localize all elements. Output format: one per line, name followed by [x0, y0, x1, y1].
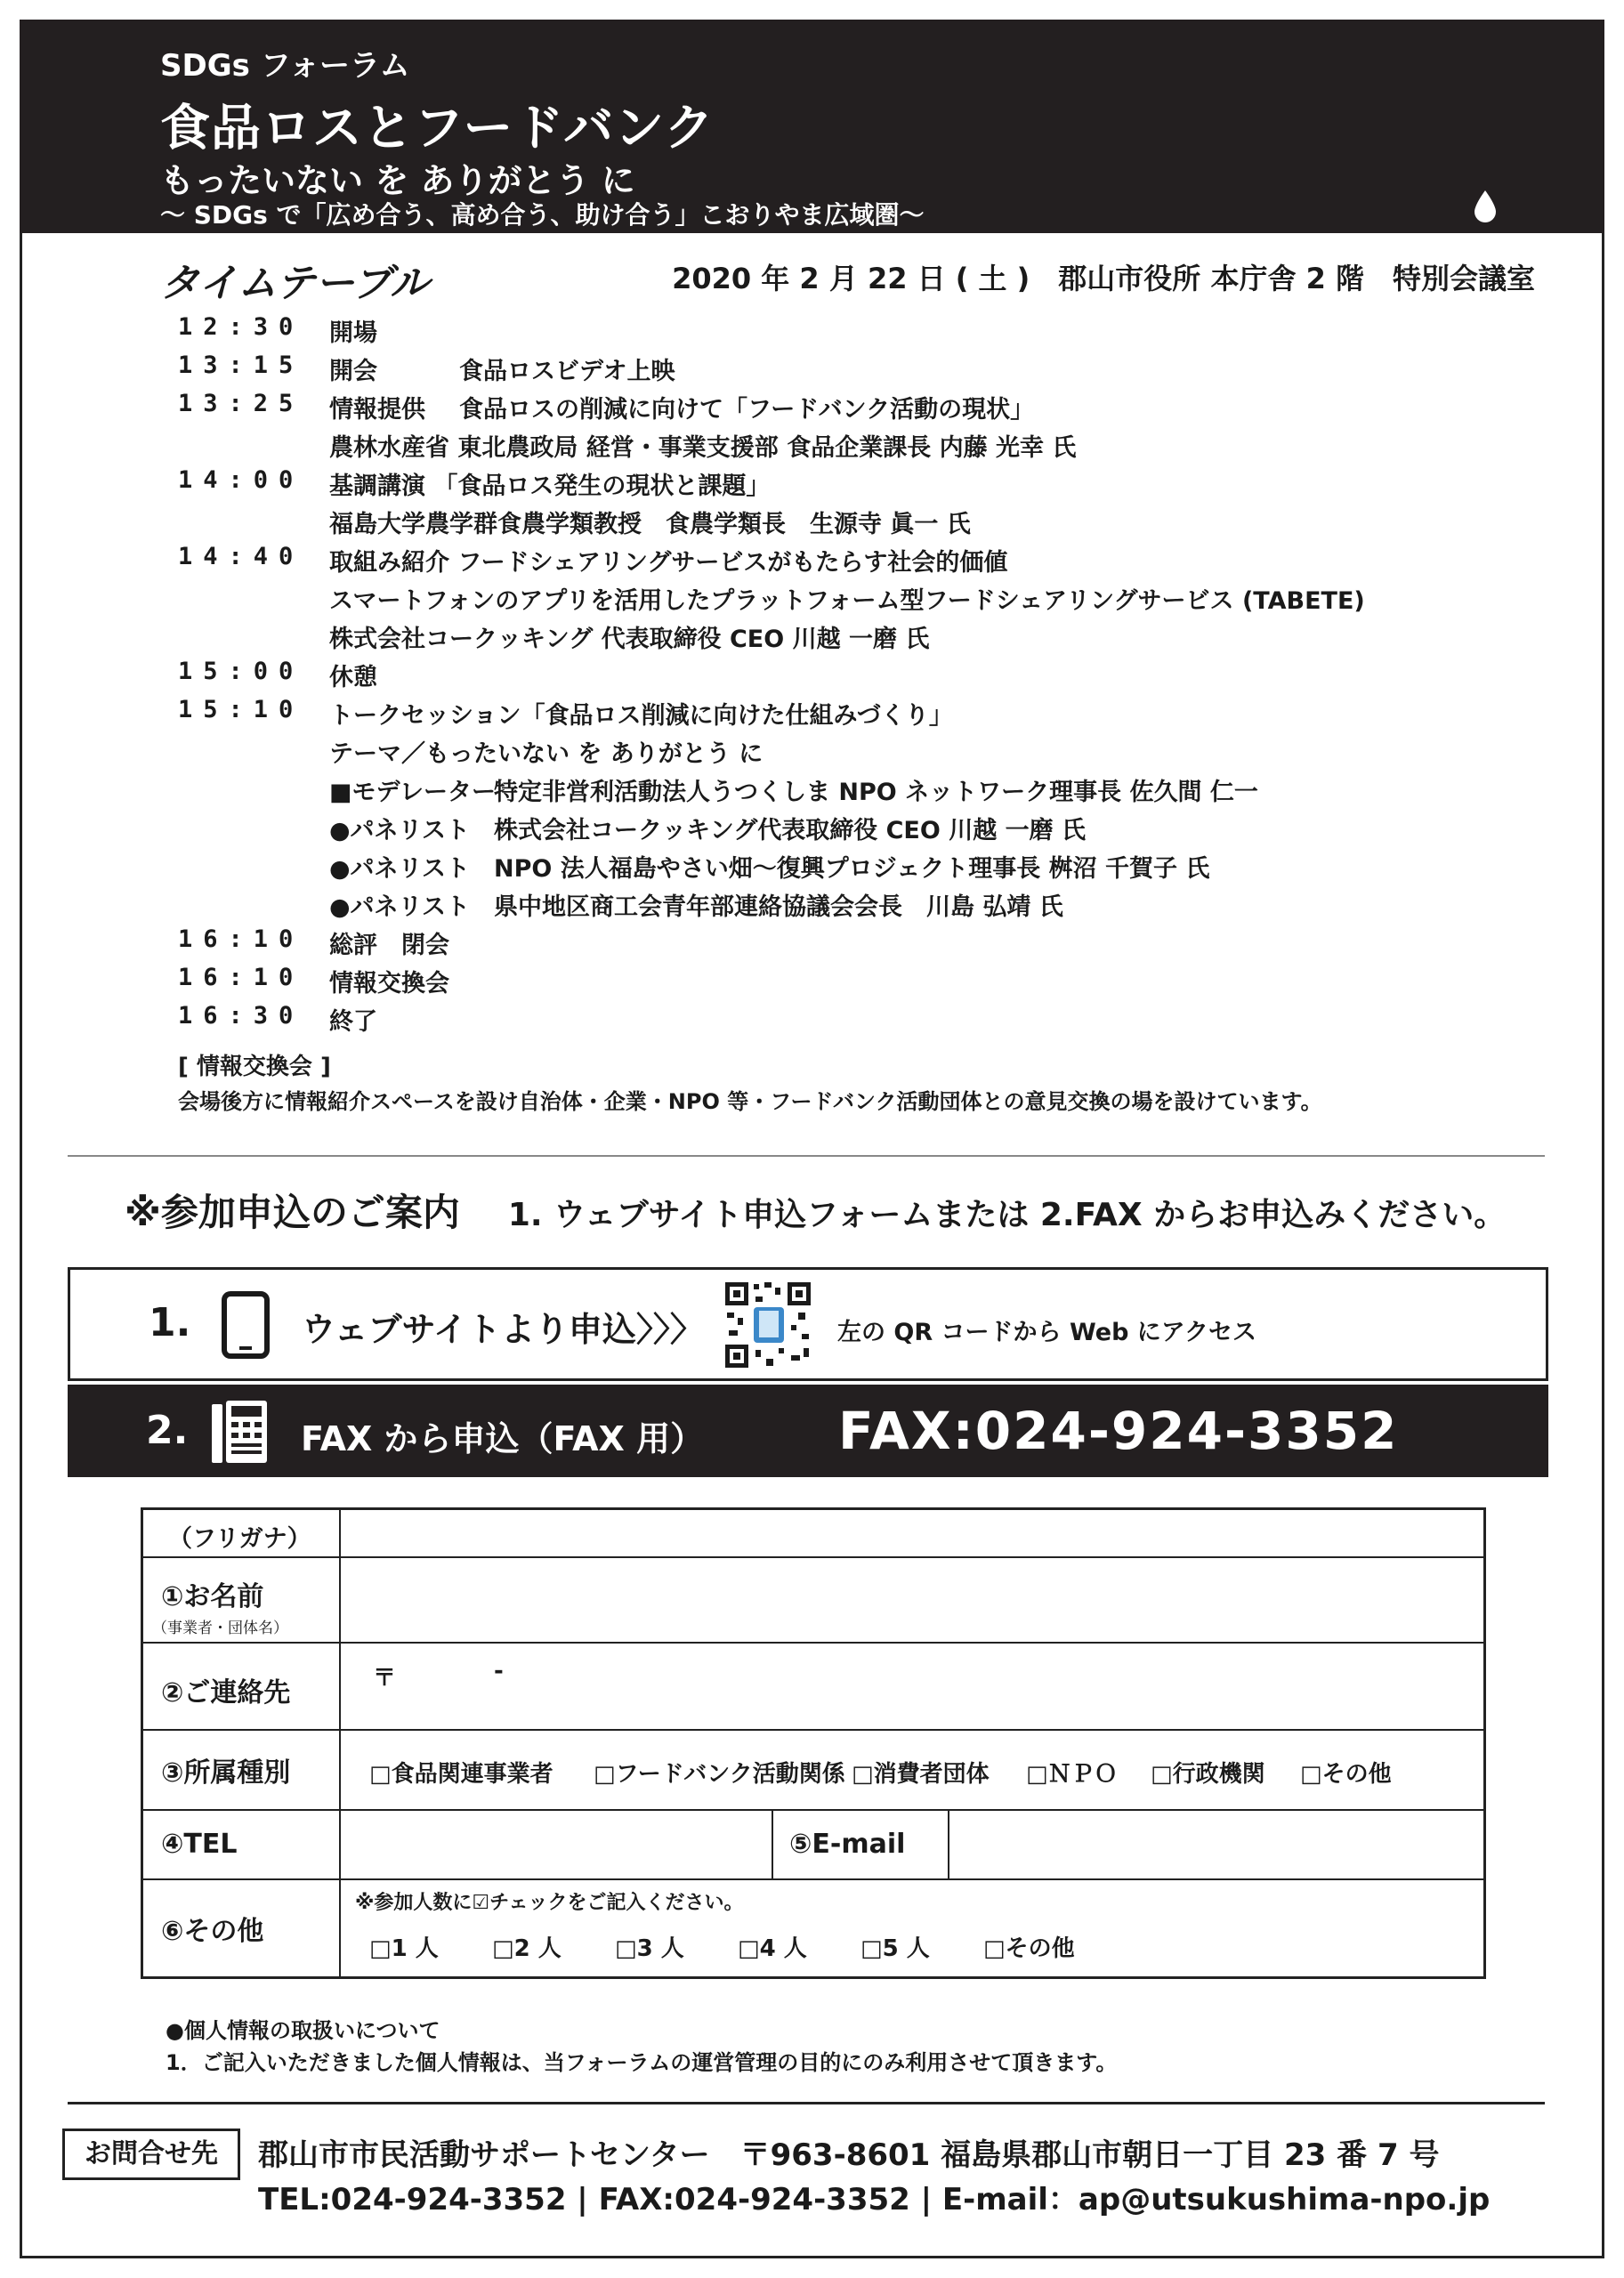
schedule-item: 総評 閉会	[329, 932, 449, 959]
qr-code-icon[interactable]	[723, 1280, 812, 1369]
fax-number-label: 2.	[146, 1408, 189, 1453]
people-count-note: ※参加人数に☑チェックをご記入ください。	[355, 1892, 744, 1914]
forum-label: SDGs フォーラム	[160, 48, 410, 84]
event-date-venue: 2020 年 2 月 22 日 ( 土 ) 郡山市役所 本庁舎 2 階 特別会議室	[672, 262, 1535, 295]
schedule-time: 13:15	[178, 351, 304, 379]
affiliation-option-food[interactable]: □食品関連事業者	[369, 1761, 553, 1788]
contact-label: ②ご連絡先	[161, 1677, 291, 1708]
postal-mark: 〒	[373, 1665, 397, 1692]
web-apply-link[interactable]: ウェブサイトより申込〉〉〉	[302, 1310, 704, 1349]
people-option-3[interactable]: □3 人	[615, 1935, 684, 1962]
guide-title: ※参加申込のご案内	[125, 1191, 460, 1234]
timetable-title: タイムテーブル	[160, 261, 430, 306]
schedule-role: ■モデレーター	[329, 779, 496, 806]
smartphone-icon	[222, 1291, 270, 1359]
email-label: ⑤E-mail	[789, 1829, 906, 1860]
fax-number: FAX:024-924-3352	[838, 1401, 1399, 1461]
schedule-time: 12:30	[178, 313, 304, 341]
application-guide	[125, 1183, 1506, 1237]
name-sublabel: （事業者・団体名）	[152, 1620, 288, 1637]
header-banner	[20, 20, 1604, 233]
drop-icon	[1472, 189, 1499, 224]
schedule-detail: スマートフォンのアプリを活用したプラットフォーム型フードシェアリングサービス (TABETE)	[329, 587, 1365, 615]
people-option-2[interactable]: □2 人	[492, 1935, 562, 1962]
name-label: ①お名前	[161, 1581, 264, 1612]
schedule-item: 取組み紹介 フードシェアリングサービスがもたらす社会的価値	[329, 549, 1008, 577]
web-application-box[interactable]	[68, 1267, 1548, 1381]
schedule-detail: 食品ロスビデオ上映	[459, 358, 675, 385]
schedule-item: 開場	[329, 319, 377, 347]
contact-address: 郡山市市民活動サポートセンター 〒963-8601 福島県郡山市朝日一丁目 23 番 7 号	[258, 2137, 1440, 2173]
fax-icon	[210, 1397, 271, 1466]
schedule-speaker: 株式会社コークッキング代表取締役 CEO 川越 一磨 氏	[494, 817, 1087, 844]
schedule-speaker: 農林水産省 東北農政局 経営・事業支援部 食品企業課長 内藤 光幸 氏	[329, 434, 1077, 462]
schedule-speaker: 株式会社コークッキング 代表取締役 CEO 川越 一磨 氏	[329, 626, 930, 653]
contact-label: お問合せ先	[62, 2129, 240, 2180]
contact-phone-email: TEL:024-924-3352 | FAX:024-924-3352 | E-mail：ap@utsukushima-npo.jp	[258, 2182, 1491, 2217]
exchange-note: 会場後方に情報紹介スペースを設け自治体・企業・NPO 等・フードバンク活動団体との意見交換の場を設けています。	[178, 1089, 1322, 1114]
tel-label: ④TEL	[161, 1829, 238, 1860]
application-form	[141, 1507, 1486, 1979]
postal-dash: -	[494, 1658, 504, 1684]
tagline: 〜 SDGs で「広め合う、高め合う、助け合う」こおりやま広域圏〜	[160, 200, 925, 230]
contact-field[interactable]	[348, 1649, 1478, 1724]
people-option-5[interactable]: □5 人	[860, 1935, 930, 1962]
schedule-speaker: 特定非営利活動法人うつくしま NPO ネットワーク理事長 佐久間 仁一	[494, 779, 1258, 806]
exchange-heading: [ 情報交換会 ]	[178, 1054, 331, 1080]
other-label: ⑥その他	[161, 1916, 264, 1947]
people-option-other[interactable]: □その他	[983, 1935, 1075, 1962]
people-option-4[interactable]: □4 人	[738, 1935, 807, 1962]
schedule-item: 終了	[329, 1008, 377, 1036]
tel-field[interactable]	[348, 1816, 766, 1873]
furigana-label: （フリガナ）	[168, 1525, 311, 1553]
divider	[68, 1155, 1545, 1157]
affiliation-option-npo[interactable]: □ＮＰＯ	[1026, 1761, 1118, 1788]
people-option-1[interactable]: □1 人	[369, 1935, 439, 1962]
schedule-item: トークセッション「食品ロス削減に向けた仕組みづくり」	[329, 702, 953, 730]
schedule-item: 休憩	[329, 664, 377, 691]
schedule-role: ●パネリスト	[329, 817, 471, 844]
schedule-item: 基調講演 「食品ロス発生の現状と課題」	[329, 473, 771, 500]
furigana-field[interactable]	[348, 1515, 1478, 1553]
web-number: 1.	[149, 1300, 191, 1345]
privacy-heading: ●個人情報の取扱いについて	[166, 2018, 440, 2043]
schedule-time: 16:30	[178, 1002, 304, 1030]
schedule-detail: 食品ロスの削減に向けて「フードバンク活動の現状」	[459, 396, 1035, 424]
affiliation-label: ③所属種別	[161, 1757, 291, 1789]
affiliation-option-consumer[interactable]: □消費者団体	[852, 1761, 990, 1788]
subtitle: もったいない を ありがとう に	[160, 161, 635, 200]
affiliation-option-other[interactable]: □その他	[1300, 1761, 1392, 1788]
email-field[interactable]	[955, 1816, 1480, 1873]
schedule-time: 14:00	[178, 466, 304, 494]
fax-application-bar	[68, 1385, 1548, 1477]
schedule-time: 14:40	[178, 543, 304, 570]
schedule-time: 13:25	[178, 390, 304, 417]
schedule-time: 15:00	[178, 658, 304, 685]
divider	[68, 2102, 1545, 2104]
schedule-time: 16:10	[178, 925, 304, 953]
affiliation-option-government[interactable]: □行政機関	[1151, 1761, 1265, 1788]
schedule-time: 16:10	[178, 964, 304, 991]
schedule-speaker: NPO 法人福島やさい畑〜復興プロジェクト理事長 桝沼 千賀子 氏	[494, 855, 1210, 883]
schedule-speaker: 福島大学農学群食農学類教授 食農学類長 生源寺 眞一 氏	[329, 511, 971, 538]
name-field[interactable]	[348, 1563, 1478, 1636]
privacy-text: 1．ご記入いただきました個人情報は、当フォーラムの運営管理の目的にのみ利用させて頂きます。	[166, 2050, 1118, 2075]
schedule-item: 開会	[329, 358, 377, 385]
affiliation-option-foodbank[interactable]: □フードバンク活動関係	[594, 1761, 845, 1788]
schedule-theme: テーマ／もったいない を ありがとう に	[329, 740, 764, 768]
qr-instruction: 左の QR コードから Web にアクセス	[837, 1319, 1256, 1346]
schedule-role: ●パネリスト	[329, 855, 471, 883]
schedule-speaker: 県中地区商工会青年部連絡協議会会長 川島 弘靖 氏	[494, 893, 1063, 921]
fax-apply-label: FAX から申込（FAX 用）	[301, 1419, 705, 1458]
guide-text: 1. ウェブサイト申込フォームまたは 2.FAX からお申込みください。	[507, 1197, 1507, 1233]
schedule-role: ●パネリスト	[329, 893, 471, 921]
page-title: 食品ロスとフードバンク	[160, 100, 715, 158]
schedule-item: 情報提供	[329, 396, 425, 424]
schedule-item: 情報交換会	[329, 970, 449, 998]
schedule-time: 15:10	[178, 696, 304, 723]
